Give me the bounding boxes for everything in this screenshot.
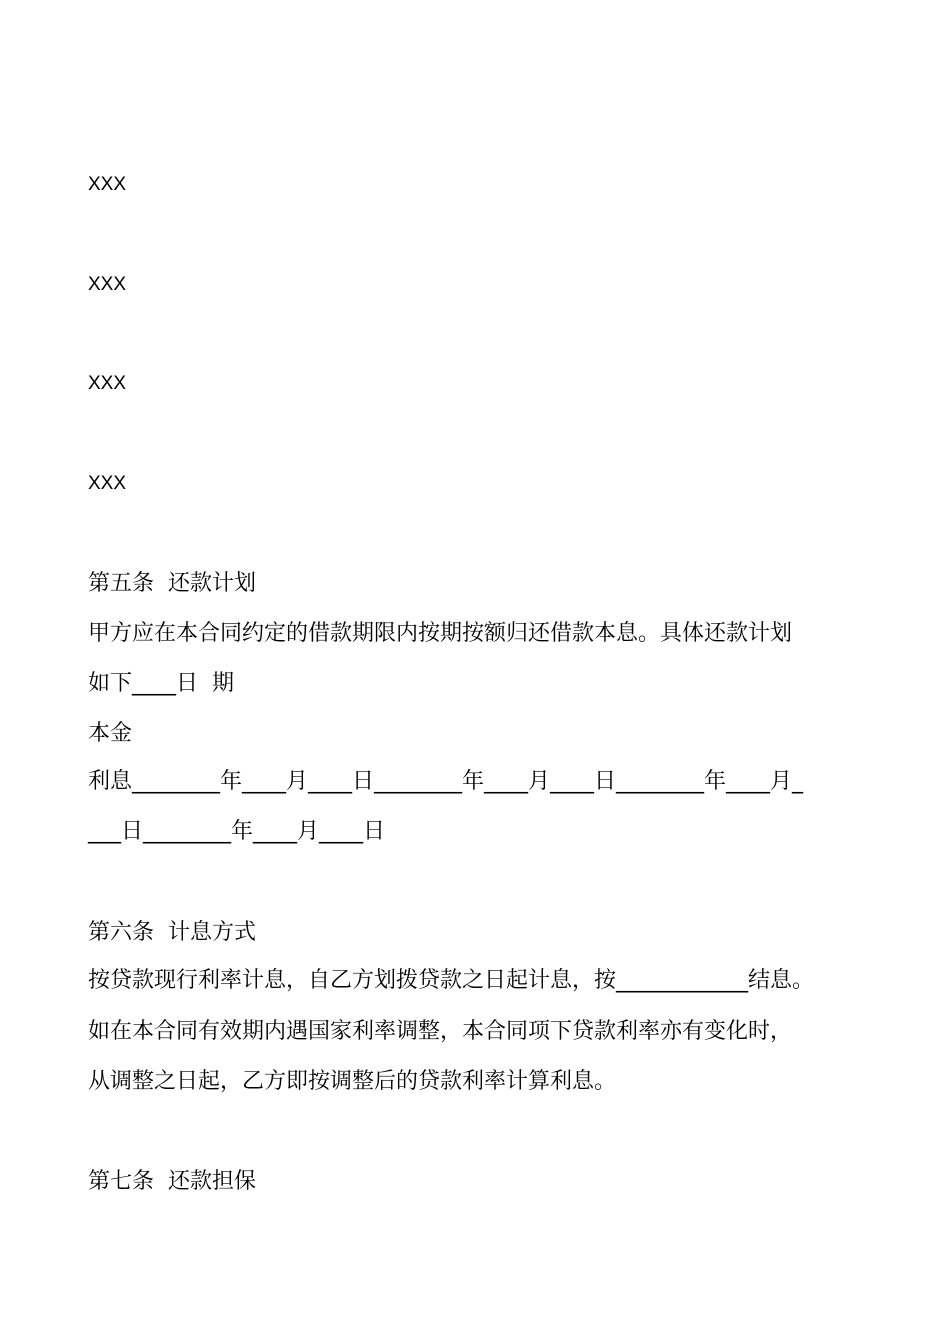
placeholder-text: XXX <box>88 373 127 394</box>
placeholder-text: XXX <box>88 473 127 494</box>
placeholder-text: XXX <box>88 174 127 195</box>
article-5-line: 甲方应在本合同约定的借款期限内按期按额归还借款本息。具体还款计划 <box>88 621 793 646</box>
placeholder-text: XXX <box>88 274 127 295</box>
article-6-line: 从调整之日起，乙方即按调整后的贷款利率计算利息。 <box>88 1069 617 1094</box>
article-5-heading: 第五条 还款计划 <box>88 571 256 596</box>
article-5-line: 利息________年____月____日________年____月____日________年____月_ <box>88 769 804 794</box>
article-5-line: ___日________年____月____日 <box>88 819 386 844</box>
article-6-line: 如在本合同有效期内遇国家利率调整，本合同项下贷款利率亦有变化时， <box>88 1019 793 1044</box>
article-5-line: 如下____日 期 <box>88 671 234 696</box>
article-6-line: 按贷款现行利率计息，自乙方划拨贷款之日起计息，按____________结息。 <box>88 968 815 993</box>
article-5-line: 本金 <box>88 721 133 746</box>
article-7-heading: 第七条 还款担保 <box>88 1169 256 1194</box>
article-6-heading: 第六条 计息方式 <box>88 920 256 945</box>
